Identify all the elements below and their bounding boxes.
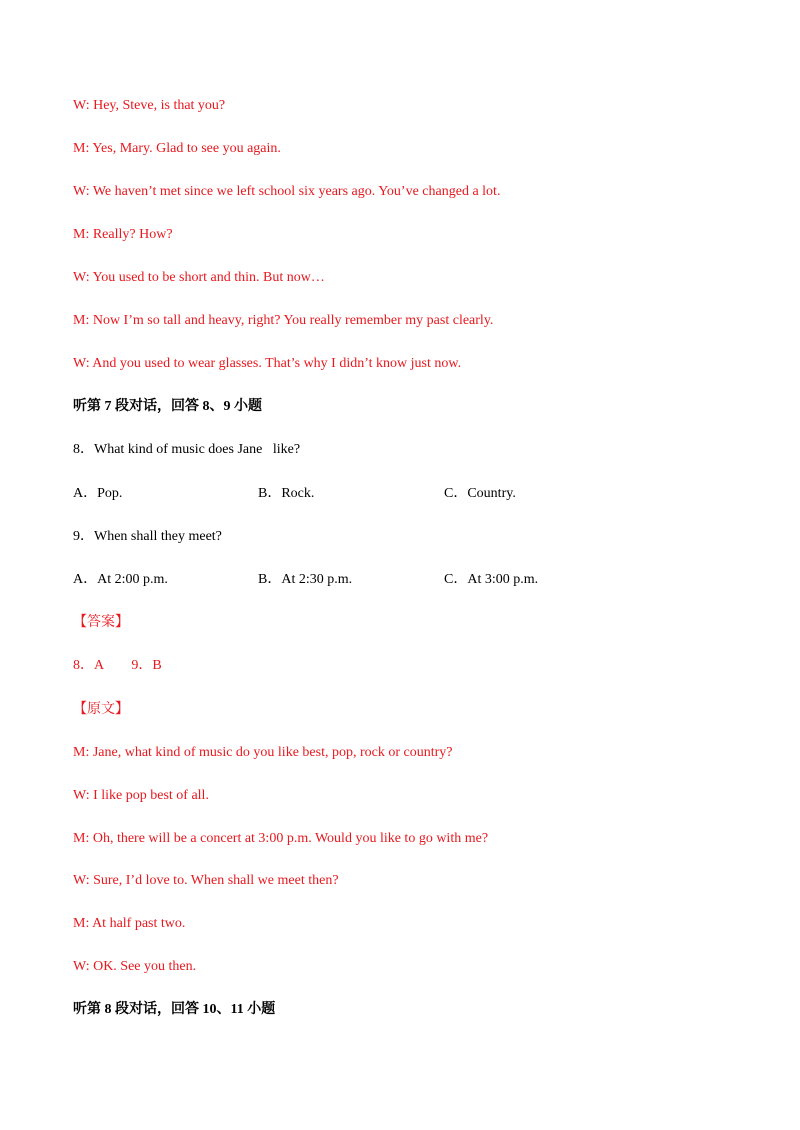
transcript-line: W: OK. See you then. [73, 959, 197, 974]
transcript-line: M: Oh, there will be a concert at 3:00 p.m. Would you like to go with me? [73, 831, 489, 846]
transcript-line: W: And you used to wear glasses. That’s why I didn’t know just now. [73, 356, 462, 371]
transcript-line: M: Really? How? [73, 227, 173, 242]
transcript-line: M: Yes, Mary. Glad to see you again. [73, 141, 281, 156]
transcript-line: W: You used to be short and thin. But now… [73, 270, 325, 285]
option-a: A．Pop. [73, 486, 123, 501]
transcript-line: W: I like pop best of all. [73, 788, 209, 803]
answer-label: 【答案】 [73, 615, 129, 630]
answer-text: 8．A 9．B [73, 658, 162, 673]
option-a: A．At 2:00 p.m. [73, 572, 168, 587]
question-stem: 8．What kind of music does Jane like? [73, 442, 301, 457]
transcript-line: M: Now I’m so tall and heavy, right? You really remember my past clearly. [73, 313, 494, 328]
transcript-line: W: Hey, Steve, is that you? [73, 98, 226, 113]
transcript-line: M: At half past two. [73, 916, 186, 931]
transcript-line: W: We haven’t met since we left school six years ago. You’ve changed a lot. [73, 184, 501, 199]
transcript-line: M: Jane, what kind of music do you like best, pop, rock or country? [73, 745, 453, 760]
option-c: C．At 3:00 p.m. [444, 572, 539, 587]
option-b: B．At 2:30 p.m. [258, 572, 353, 587]
question-stem: 9．When shall they meet? [73, 529, 222, 544]
transcript-line: W: Sure, I’d love to. When shall we meet then? [73, 873, 339, 888]
option-c: C．Country. [444, 486, 516, 501]
section-heading: 听第 8 段对话，回答 10、11 小题 [73, 1002, 276, 1017]
option-b: B．Rock. [258, 486, 315, 501]
section-heading: 听第 7 段对话，回答 8、9 小题 [73, 399, 262, 414]
transcript-label: 【原文】 [73, 702, 129, 717]
